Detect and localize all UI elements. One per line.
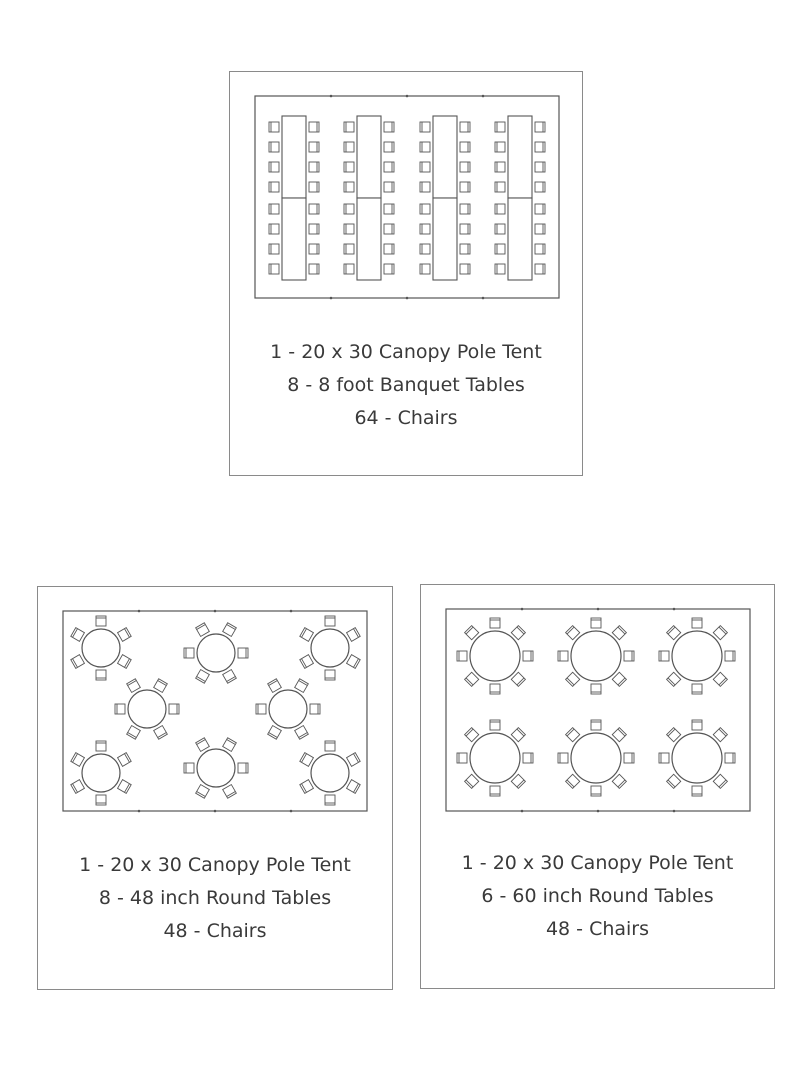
chair <box>268 679 282 693</box>
chair <box>460 142 470 152</box>
chair <box>612 774 626 788</box>
banquet-table <box>508 198 532 280</box>
banquet-caption <box>230 336 582 435</box>
round-table <box>672 631 722 681</box>
chair <box>460 162 470 172</box>
tent-pole <box>521 608 524 611</box>
chair <box>344 182 354 192</box>
chair <box>269 182 279 192</box>
round-table <box>82 629 120 667</box>
chair <box>269 204 279 214</box>
chair <box>457 753 467 763</box>
chair <box>300 780 314 794</box>
tent-label: 1 - 20 x 30 Canopy Pole Tent <box>270 341 542 363</box>
chair <box>268 726 282 740</box>
chair <box>692 684 702 694</box>
chair <box>558 651 568 661</box>
chair <box>495 142 505 152</box>
tent-pole <box>330 297 333 300</box>
chair <box>300 753 314 767</box>
tent-pole <box>482 95 485 98</box>
chair <box>612 728 626 742</box>
chair <box>420 122 430 132</box>
chair <box>238 648 248 658</box>
chair <box>535 182 545 192</box>
chair <box>347 780 361 794</box>
chair <box>566 728 580 742</box>
tables-label: 8 - 48 inch Round Tables <box>98 887 332 909</box>
chair <box>96 670 106 680</box>
tent-pole <box>290 810 293 813</box>
chair <box>196 623 210 637</box>
chair <box>535 204 545 214</box>
chair <box>523 651 533 661</box>
tent-pole <box>290 610 293 613</box>
chair <box>344 204 354 214</box>
chair <box>269 224 279 234</box>
chair <box>295 679 309 693</box>
tent-pole <box>597 810 600 813</box>
chairs-label: 64 - Chairs <box>354 407 458 429</box>
chair <box>420 244 430 254</box>
chair <box>535 224 545 234</box>
chair <box>420 224 430 234</box>
chair <box>96 795 106 805</box>
chair <box>713 672 727 686</box>
chair <box>154 726 168 740</box>
chairs-label: 48 - Chairs <box>545 918 650 940</box>
tent-pole <box>673 608 676 611</box>
chair <box>460 182 470 192</box>
chair <box>384 244 394 254</box>
chair <box>460 264 470 274</box>
chair <box>495 162 505 172</box>
chair <box>420 182 430 192</box>
chair <box>692 618 702 628</box>
tent-pole <box>482 297 485 300</box>
chair <box>127 679 141 693</box>
chair <box>692 786 702 796</box>
round48-layout-card <box>37 586 393 990</box>
chair <box>511 774 525 788</box>
chair <box>309 204 319 214</box>
chair <box>223 670 237 684</box>
chair <box>71 753 85 767</box>
chair <box>196 738 210 752</box>
chair <box>347 628 361 642</box>
chair <box>325 741 335 751</box>
chair <box>612 626 626 640</box>
chair <box>495 264 505 274</box>
chair <box>612 672 626 686</box>
chair <box>300 655 314 669</box>
chair <box>460 122 470 132</box>
chair <box>523 753 533 763</box>
chair <box>725 651 735 661</box>
chair <box>325 616 335 626</box>
chair <box>659 753 669 763</box>
tent-pole <box>597 608 600 611</box>
chair <box>495 244 505 254</box>
chair <box>96 616 106 626</box>
chair <box>384 162 394 172</box>
chair <box>344 142 354 152</box>
chair <box>511 728 525 742</box>
chair <box>490 786 500 796</box>
chair <box>384 182 394 192</box>
chair <box>347 753 361 767</box>
chair <box>566 626 580 640</box>
chair <box>420 264 430 274</box>
chair <box>344 264 354 274</box>
chair <box>118 655 132 669</box>
chair <box>495 122 505 132</box>
chair <box>465 672 479 686</box>
chair <box>713 728 727 742</box>
chair <box>511 672 525 686</box>
chair <box>344 224 354 234</box>
chairs-label: 48 - Chairs <box>163 920 267 942</box>
chair <box>659 651 669 661</box>
banquet-table <box>357 116 381 198</box>
chair <box>269 264 279 274</box>
chair <box>591 684 601 694</box>
chair <box>490 618 500 628</box>
chair <box>420 162 430 172</box>
chair <box>127 726 141 740</box>
tent-pole <box>330 95 333 98</box>
chair <box>535 162 545 172</box>
chair <box>591 618 601 628</box>
chair <box>347 655 361 669</box>
round-table <box>311 629 349 667</box>
chair <box>71 780 85 794</box>
tent-pole <box>138 610 141 613</box>
chair <box>460 204 470 214</box>
chair <box>223 738 237 752</box>
banquet-table <box>357 198 381 280</box>
tent-label: 1 - 20 x 30 Canopy Pole Tent <box>79 854 351 876</box>
banquet-layout-card <box>229 71 583 476</box>
chair <box>692 720 702 730</box>
chair <box>667 774 681 788</box>
chair <box>71 655 85 669</box>
chair <box>457 651 467 661</box>
chair <box>295 726 309 740</box>
chair <box>309 264 319 274</box>
chair <box>535 264 545 274</box>
chair <box>196 785 210 799</box>
chair <box>196 670 210 684</box>
chair <box>309 182 319 192</box>
round-table <box>311 754 349 792</box>
chair <box>667 626 681 640</box>
chair <box>300 628 314 642</box>
chair <box>490 720 500 730</box>
round60-caption <box>421 847 774 946</box>
chair <box>535 122 545 132</box>
chair <box>490 684 500 694</box>
chair <box>269 122 279 132</box>
chair <box>115 704 125 714</box>
chair <box>591 786 601 796</box>
round-table <box>672 733 722 783</box>
round-table <box>197 634 235 672</box>
round48-caption <box>38 849 392 948</box>
round-table <box>128 690 166 728</box>
chair <box>667 672 681 686</box>
chair <box>420 142 430 152</box>
chair <box>384 204 394 214</box>
chair <box>465 728 479 742</box>
banquet-table <box>282 116 306 198</box>
chair <box>558 753 568 763</box>
round-table <box>269 690 307 728</box>
banquet-table <box>282 198 306 280</box>
chair <box>325 670 335 680</box>
tables-label: 8 - 8 foot Banquet Tables <box>287 374 525 396</box>
chair <box>535 244 545 254</box>
round60-layout-card <box>420 584 775 989</box>
chair <box>384 224 394 234</box>
chair <box>118 628 132 642</box>
chair <box>624 651 634 661</box>
chair <box>566 672 580 686</box>
tent-label: 1 - 20 x 30 Canopy Pole Tent <box>461 852 734 874</box>
chair <box>310 704 320 714</box>
chair <box>269 142 279 152</box>
chair <box>269 244 279 254</box>
chair <box>591 720 601 730</box>
tent-pole <box>673 810 676 813</box>
chair <box>511 626 525 640</box>
chair <box>223 623 237 637</box>
chair <box>460 224 470 234</box>
chair <box>465 774 479 788</box>
round-table <box>571 733 621 783</box>
chair <box>325 795 335 805</box>
chair <box>256 704 266 714</box>
chair <box>384 122 394 132</box>
chair <box>118 753 132 767</box>
chair <box>725 753 735 763</box>
chair <box>169 704 179 714</box>
chair <box>344 244 354 254</box>
chair <box>309 162 319 172</box>
tent-pole <box>214 810 217 813</box>
chair <box>713 626 727 640</box>
chair <box>384 264 394 274</box>
tent-pole <box>406 95 409 98</box>
chair <box>154 679 168 693</box>
tent-pole <box>406 297 409 300</box>
tent-pole <box>521 810 524 813</box>
chair <box>495 224 505 234</box>
banquet-table <box>508 116 532 198</box>
chair <box>624 753 634 763</box>
round-table <box>470 631 520 681</box>
chair <box>184 648 194 658</box>
banquet-table <box>433 116 457 198</box>
banquet-table <box>433 198 457 280</box>
round-table <box>82 754 120 792</box>
chair <box>309 142 319 152</box>
chair <box>96 741 106 751</box>
chair <box>667 728 681 742</box>
chair <box>71 628 85 642</box>
chair <box>238 763 248 773</box>
tent-pole <box>138 810 141 813</box>
tables-label: 6 - 60 inch Round Tables <box>481 885 714 907</box>
chair <box>713 774 727 788</box>
chair <box>384 142 394 152</box>
chair <box>566 774 580 788</box>
chair <box>495 204 505 214</box>
round-table <box>470 733 520 783</box>
tent-pole <box>214 610 217 613</box>
chair <box>344 162 354 172</box>
chair <box>309 244 319 254</box>
chair <box>269 162 279 172</box>
chair <box>535 142 545 152</box>
chair <box>184 763 194 773</box>
chair <box>495 182 505 192</box>
chair <box>309 122 319 132</box>
chair <box>420 204 430 214</box>
chair <box>118 780 132 794</box>
chair <box>460 244 470 254</box>
chair <box>309 224 319 234</box>
round-table <box>197 749 235 787</box>
chair <box>344 122 354 132</box>
chair <box>465 626 479 640</box>
chair <box>223 785 237 799</box>
round-table <box>571 631 621 681</box>
